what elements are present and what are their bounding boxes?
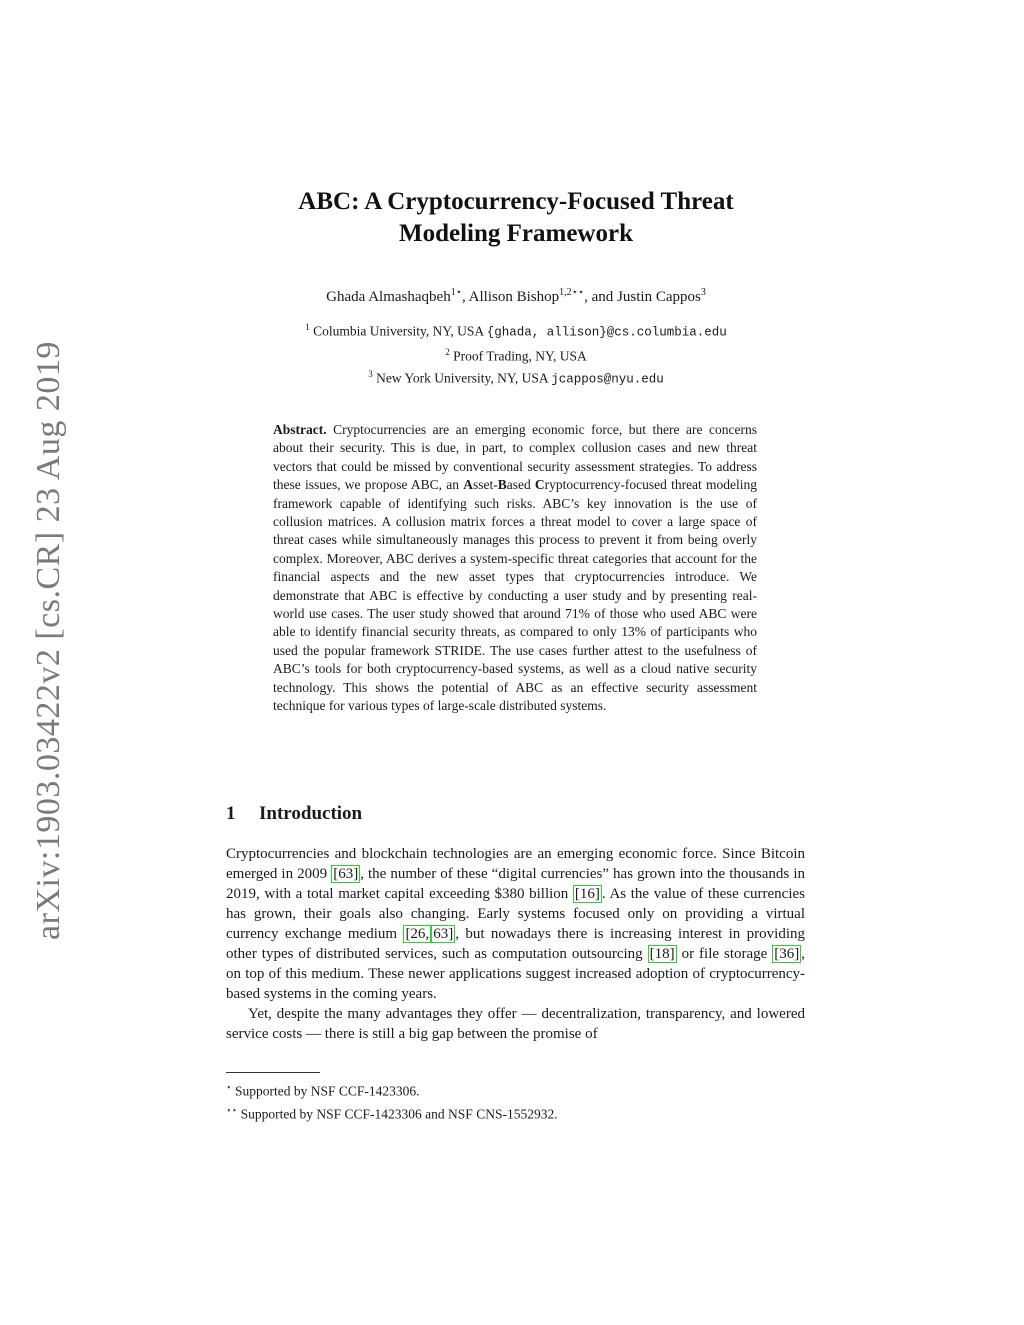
affiliations [226, 318, 806, 390]
abstract-label: Abstract. [273, 422, 327, 437]
paragraph-text: , the number of these “digital currencies” has grown into the thousands in 2019, with a total market capital exceeding $380 billion [226, 866, 805, 902]
footnote-divider [226, 1072, 320, 1073]
affiliation-number: 3 [368, 369, 373, 379]
author-name: Justin Cappos [617, 289, 701, 305]
section-number: 1 [226, 803, 236, 824]
paragraph: Yet, despite the many advantages they offer — decentralization, transparency, and lowered service costs — there is still a big gap between the promise of [226, 1006, 805, 1042]
title-line-1: ABC: A Cryptocurrency-Focused Threat [298, 188, 734, 215]
citation-link[interactable]: [63] [333, 866, 359, 882]
acronym-letter: A [463, 477, 473, 493]
author-name: Allison Bishop [468, 289, 560, 305]
paragraph-text: Cryptocurrencies and blockchain technologies are an emerging economic force. Since Bitcoin emerged in 2009 [226, 846, 805, 882]
footnote-mark: ⋆ [226, 1082, 232, 1092]
affiliation-text: Proof Trading, NY, USA [453, 348, 587, 363]
author-marks: 3 [700, 287, 706, 298]
affiliation-number: 1 [305, 322, 310, 332]
author-marks: 1,2⋆⋆ [559, 287, 585, 298]
abstract [273, 421, 757, 716]
footnote-mark: ⋆⋆ [226, 1104, 238, 1115]
footnote-text: Supported by NSF CCF-1423306 and NSF CNS-1552932. [237, 1106, 558, 1121]
affiliation-text: New York University, NY, USA [376, 370, 552, 386]
acronym-rest: ased [506, 477, 535, 493]
footnote [226, 1078, 805, 1101]
acronym-letter: C [534, 477, 545, 493]
affiliation-line [226, 318, 806, 343]
footnote [226, 1101, 805, 1124]
paragraph-text: . As the value of these currencies has grown, their goals also changing. Early systems focused only on providing a virtual currency exchange medium [226, 886, 805, 942]
body-text [226, 844, 805, 1044]
citation-link[interactable]: [18] [649, 946, 675, 962]
acronym-letter: B [497, 477, 507, 493]
abstract-text: ryptocurrency-focused threat modeling framework capable of identifying such risks. ABC’s key innovation is the use of collusion matrices. A collusion matrix forces a threat model to cover a large space of threat cases while simultaneously manages this process to prevent it from being overly complex. Moreover, ABC derives a system-specific threat categories that account for the financial aspects and the new asset types that cryptocurrencies introduce. We demonstrate that ABC is effective by conducting a user study and by presenting real-world use cases. The user study showed that around 71% of those who used ABC were able to identify financial security threats, as compared to only 13% of participants who used the popular framework STRIDE. The use cases further attest to the usefulness of ABC’s tools for both cryptocurrency-based systems, as well as a cloud native security technology. This shows the potential of ABC as an effective security assessment technique for various types of large-scale distributed systems. [273, 477, 757, 714]
author-list [226, 283, 806, 307]
arxiv-identifier-stamp: arXiv:1903.03422v2 [cs.CR] 23 Aug 2019 [30, 341, 67, 940]
citation-link[interactable]: [16] [574, 886, 600, 902]
paragraph-text: or file storage [676, 946, 773, 962]
footnotes [226, 1078, 805, 1123]
affiliation-line [226, 343, 806, 366]
affiliation-email[interactable]: {ghada, allison}@cs.columbia.edu [486, 325, 727, 340]
citation-link[interactable]: [36] [774, 946, 800, 962]
footnote-text: Supported by NSF CCF-1423306. [231, 1083, 420, 1099]
section-heading [226, 802, 362, 826]
section-title: Introduction [259, 803, 363, 824]
author-separator: , and [584, 289, 618, 305]
paragraph-text: , on top of this medium. These newer applications suggest increased adoption of cryptocurrency-based systems in the coming years. [226, 946, 806, 1002]
affiliation-text: Columbia University, NY, USA [313, 323, 487, 339]
citation-link[interactable]: 63] [433, 926, 454, 942]
citation-link[interactable]: [26, [405, 926, 430, 942]
author-marks: 1⋆ [450, 287, 462, 298]
affiliation-number: 2 [445, 346, 450, 357]
abstract-text: Cryptocurrencies are an emerging economic force, but there are concerns about their security. This is due, in part, to complex collusion cases and new threat vectors that could be missed by conventional security assessment strategies. To address these issues, we propose ABC, an [273, 422, 757, 493]
author-separator: , [461, 289, 469, 305]
affiliation-email[interactable]: jcappos@nyu.edu [551, 372, 664, 387]
title-line-2: Modeling Framework [399, 220, 633, 247]
paper-title [226, 186, 806, 250]
author-name: Ghada Almashaqbeh [326, 289, 451, 305]
affiliation-line [226, 365, 806, 390]
paragraph-text: , but nowadays there is increasing interest in providing other types of distributed services, such as computation outsourcing [226, 926, 805, 962]
acronym-rest: sset- [472, 477, 498, 493]
paragraph [226, 844, 805, 1004]
